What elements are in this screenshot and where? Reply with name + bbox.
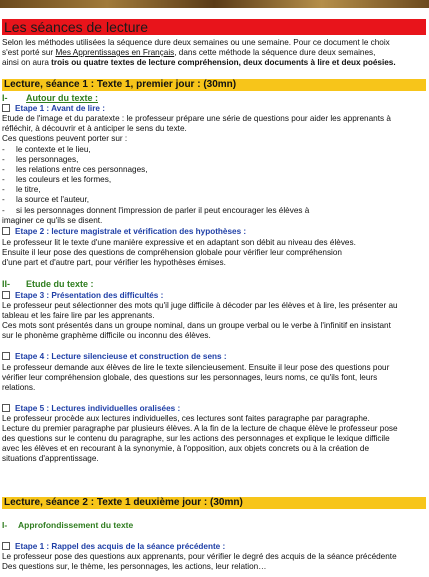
dash-bullet: - bbox=[2, 155, 5, 164]
step-title: Etape 5 : Lectures individuelles oralisées : bbox=[15, 404, 181, 413]
intro-emphasis: trois ou quatre textes de lecture compréhension, deux documents à lire et deux poésies. bbox=[51, 58, 396, 67]
dash-bullet: - bbox=[2, 185, 5, 194]
page-title: Les séances de lecture bbox=[2, 19, 426, 35]
paragraph-line: Des questions sur, le thème, les personnages, les actions, leur relation… bbox=[2, 562, 267, 571]
list-item-text: la source et l'auteur, bbox=[16, 195, 90, 204]
step-heading bbox=[2, 227, 246, 237]
paragraph-line: sur le phonème graphème difficile ou inconnu des élèves. bbox=[2, 331, 211, 340]
paragraph-line: situations d'apprentissage. bbox=[2, 454, 99, 463]
dash-bullet: - bbox=[2, 165, 5, 174]
checkbox-icon bbox=[2, 352, 10, 360]
list-item bbox=[2, 165, 148, 175]
section-label: Etude du texte : bbox=[26, 279, 94, 289]
step-title: Etape 1 : Avant de lire : bbox=[15, 104, 105, 113]
list-item bbox=[2, 206, 309, 216]
step-title: Etape 3 : Présentation des difficultés : bbox=[15, 291, 164, 300]
step-heading bbox=[2, 404, 180, 414]
step-heading bbox=[2, 352, 227, 362]
list-item bbox=[2, 145, 91, 155]
paragraph-line: Ensuite il leur pose des questions de compréhension globale pour vérifier leur compréhension bbox=[2, 248, 342, 257]
paragraph-line: tableau et les faire lire par les apprenants. bbox=[2, 311, 155, 320]
section-heading bbox=[2, 520, 133, 531]
intro-line-1: Selon les méthodes utilisées la séquence dure deux semaines ou une semaine. Pour ce document le choix bbox=[2, 38, 390, 47]
paragraph-line: relations. bbox=[2, 383, 36, 392]
paragraph-line: Le professeur procède aux lectures individuelles, ces lectures sont faites paragraphe par paragraphe. bbox=[2, 414, 370, 423]
checkbox-icon bbox=[2, 404, 10, 412]
paragraph-line: vérifier leur compréhension globale, des questions sur les personnages, leurs noms, ce qu'ils font, leurs bbox=[2, 373, 378, 382]
section-number: I- bbox=[2, 93, 8, 103]
checkbox-icon bbox=[2, 227, 10, 235]
dash-bullet: - bbox=[2, 195, 5, 204]
list-item-text: si les personnages donnent l'impression de parler il peut encourager les élèves à bbox=[16, 206, 310, 215]
list-item bbox=[2, 155, 78, 165]
paragraph-line: Ces mots sont présentés dans un groupe nominal, dans un groupe verbal ou le verbe à l'infinitif en insistant bbox=[2, 321, 391, 330]
paragraph-line: Le professeur demande aux élèves de lire le texte silencieusement. Ensuite il leur pose des questions pour bbox=[2, 363, 390, 372]
list-item bbox=[2, 195, 89, 205]
paragraph-line: Le professeur peut sélectionner des mots qu'il juge difficile à décoder par les élèves et à lire, les présenter au bbox=[2, 301, 398, 310]
paragraph-line: Ces questions peuvent porter sur : bbox=[2, 134, 128, 143]
paragraph-line: avec les élèves et en recourant à la synonymie, à l'opposition, aux objets concrets ou à la création de bbox=[2, 444, 370, 453]
list-item bbox=[2, 175, 111, 185]
list-item-text: le titre, bbox=[16, 185, 41, 194]
header-image-strip bbox=[0, 0, 429, 8]
step-heading bbox=[2, 291, 163, 301]
list-item bbox=[2, 185, 41, 195]
list-item-text: les relations entre ces personnages, bbox=[16, 165, 148, 174]
section-number: II- bbox=[2, 279, 10, 289]
paragraph-line: des questions sur le contenu du paragraphe, sur les actions des personnages et explique le lexique difficile bbox=[2, 434, 390, 443]
dash-bullet: - bbox=[2, 145, 5, 154]
step-heading bbox=[2, 542, 225, 552]
list-item-text: les personnages, bbox=[16, 155, 79, 164]
intro-text: , dans cette méthode la séquence dure deux semaines, bbox=[174, 48, 376, 57]
step-title: Etape 2 : lecture magistrale et vérification des hypothèses : bbox=[15, 227, 247, 236]
section-label: Approfondissement du texte bbox=[18, 520, 134, 530]
paragraph-line: réfléchir, à découvrir et à anticiper le sens du texte. bbox=[2, 124, 187, 133]
section-number: I- bbox=[2, 520, 8, 530]
paragraph-line: Le professeur pose des questions aux apprenants, pour vérifier le degré des acquis de la séance précédente bbox=[2, 552, 397, 561]
intro-text: ainsi on aura bbox=[2, 58, 52, 67]
intro-line-2 bbox=[2, 48, 426, 58]
paragraph-line: Le professeur lit le texte d'une manière expressive et en adaptant son débit au niveau des élèves. bbox=[2, 238, 356, 247]
paragraph-line: Lecture du premier paragraphe par plusieurs élèves. A la fin de la lecture de chaque élève le professeur pose bbox=[2, 424, 398, 433]
seance-2-heading: Lecture, séance 2 : Texte 1 deuxième jour : (30mn) bbox=[2, 497, 426, 509]
list-item-text: le contexte et le lieu, bbox=[16, 145, 91, 154]
section-heading bbox=[2, 93, 98, 104]
dash-bullet: - bbox=[2, 206, 5, 215]
checkbox-icon bbox=[2, 291, 10, 299]
seance-1-heading: Lecture, séance 1 : Texte 1, premier jour : (30mn) bbox=[2, 79, 426, 91]
checkbox-icon bbox=[2, 104, 10, 112]
step-title: Etape 4 : Lecture silencieuse et construction de sens : bbox=[15, 352, 227, 361]
paragraph-line: d'une part et d'autre part, pour vérifier les hypothèses émises. bbox=[2, 258, 226, 267]
paragraph-line: imaginer ce qu'ils se disent. bbox=[2, 216, 103, 225]
intro-text: s'est porté sur bbox=[2, 48, 56, 57]
intro-line-3 bbox=[2, 58, 426, 68]
section-label: Autour du texte : bbox=[26, 93, 98, 103]
section-heading bbox=[2, 279, 94, 290]
list-item-text: les couleurs et les formes, bbox=[16, 175, 112, 184]
method-title: Mes Apprentissages en Français bbox=[55, 48, 175, 57]
checkbox-icon bbox=[2, 542, 10, 550]
dash-bullet: - bbox=[2, 175, 5, 184]
step-heading bbox=[2, 104, 105, 114]
paragraph-line: Etude de l'image et du paratexte : le professeur prépare une série de questions pour aider les apprenants à bbox=[2, 114, 391, 123]
step-title: Etape 1 : Rappel des acquis de la séance précédente : bbox=[15, 542, 226, 551]
